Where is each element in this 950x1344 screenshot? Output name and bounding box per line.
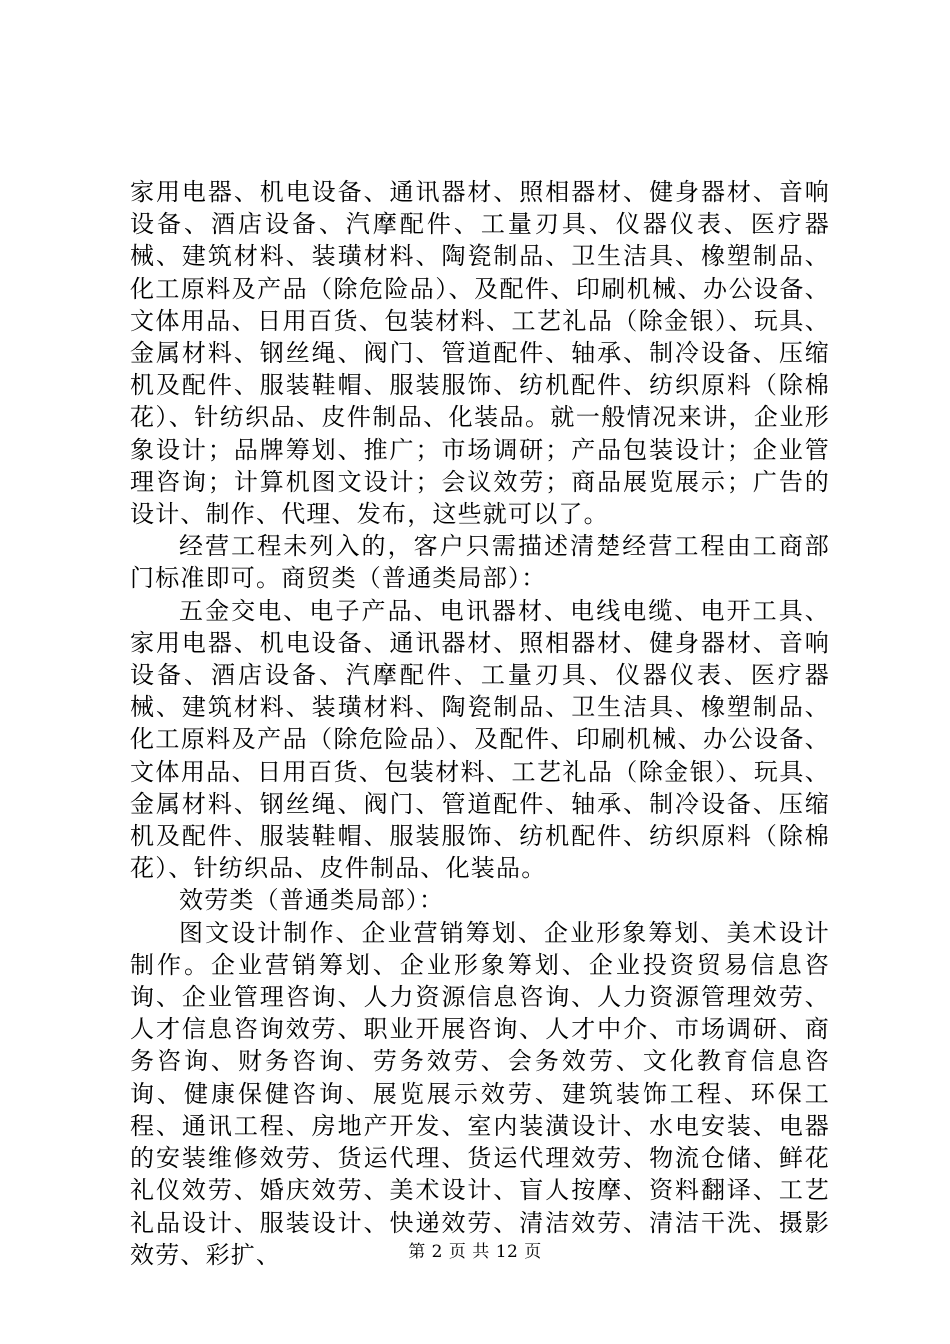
- paragraph-scope-note: 经营工程未列入的，客户只需描述清楚经营工程由工商部门标准即可。商贸类（普通类局部）：: [130, 532, 830, 593]
- paragraph-service-category-heading: 效劳类（普通类局部）：: [179, 886, 445, 915]
- paragraph-service-category-list: 图文设计制作、企业营销筹划、企业形象筹划、美术设计制作。企业营销筹划、企业形象筹划、企业投资贸易信息咨询、企业管理咨询、人力资源信息咨询、人力资源管理效劳、人才信息咨询效劳、职业开展咨询、人才中介、市场调研、商务咨询、财务咨询、劳务效劳、会务效劳、文化教育信息咨询、健康保健咨询、展览展示效劳、建筑装饰工程、环保工程、通讯工程、房地产开发、室内装潢设计、水电安装、电器的安装维修效劳、货运代理、货运代理效劳、物流仓储、鲜花礼仪效劳、婚庆效劳、美术设计、盲人按摩、资料翻译、工艺礼品设计、服装设计、快递效劳、清洁效劳、清洁干洗、摄影效劳、彩扩、: [130, 918, 830, 1269]
- paragraph-trade-category-list: 五金交电、电子产品、电讯器材、电线电缆、电开工具、家用电器、机电设备、通讯器材、照相器材、健身器材、音响设备、酒店设备、汽摩配件、工量刃具、仪器仪表、医疗器械、建筑材料、装璜材料、陶瓷制品、卫生洁具、橡塑制品、化工原料及产品（除危险品）、及配件、印刷机械、办公设备、文体用品、日用百货、包装材料、工艺礼品（除金银）、玩具、金属材料、钢丝绳、阀门、管道配件、轴承、制冷设备、压缩机及配件、服装鞋帽、服装服饰、纺机配件、纺织原料（除棉花）、针纺织品、皮件制品、化装品。: [130, 596, 830, 883]
- paragraph-business-scope-list: 家用电器、机电设备、通讯器材、照相器材、健身器材、音响设备、酒店设备、汽摩配件、工量刃具、仪器仪表、医疗器械、建筑材料、装璜材料、陶瓷制品、卫生洁具、橡塑制品、化工原料及产品（除危险品）、及配件、印刷机械、办公设备、文体用品、日用百货、包装材料、工艺礼品（除金银）、玩具、金属材料、钢丝绳、阀门、管道配件、轴承、制冷设备、压缩机及配件、服装鞋帽、服装服饰、纺机配件、纺织原料（除棉花）、针纺织品、皮件制品、化装品。就一般情况来讲，企业形象设计；品牌筹划、推广；市场调研；产品包装设计；企业管理咨询；计算机图文设计；会议效劳；商品展览展示；广告的设计、制作、代理、发布，这些就可以了。: [130, 178, 830, 529]
- document-body: [130, 176, 830, 1271]
- page-number-footer: 第 2 页 共 12 页: [408, 1242, 542, 1262]
